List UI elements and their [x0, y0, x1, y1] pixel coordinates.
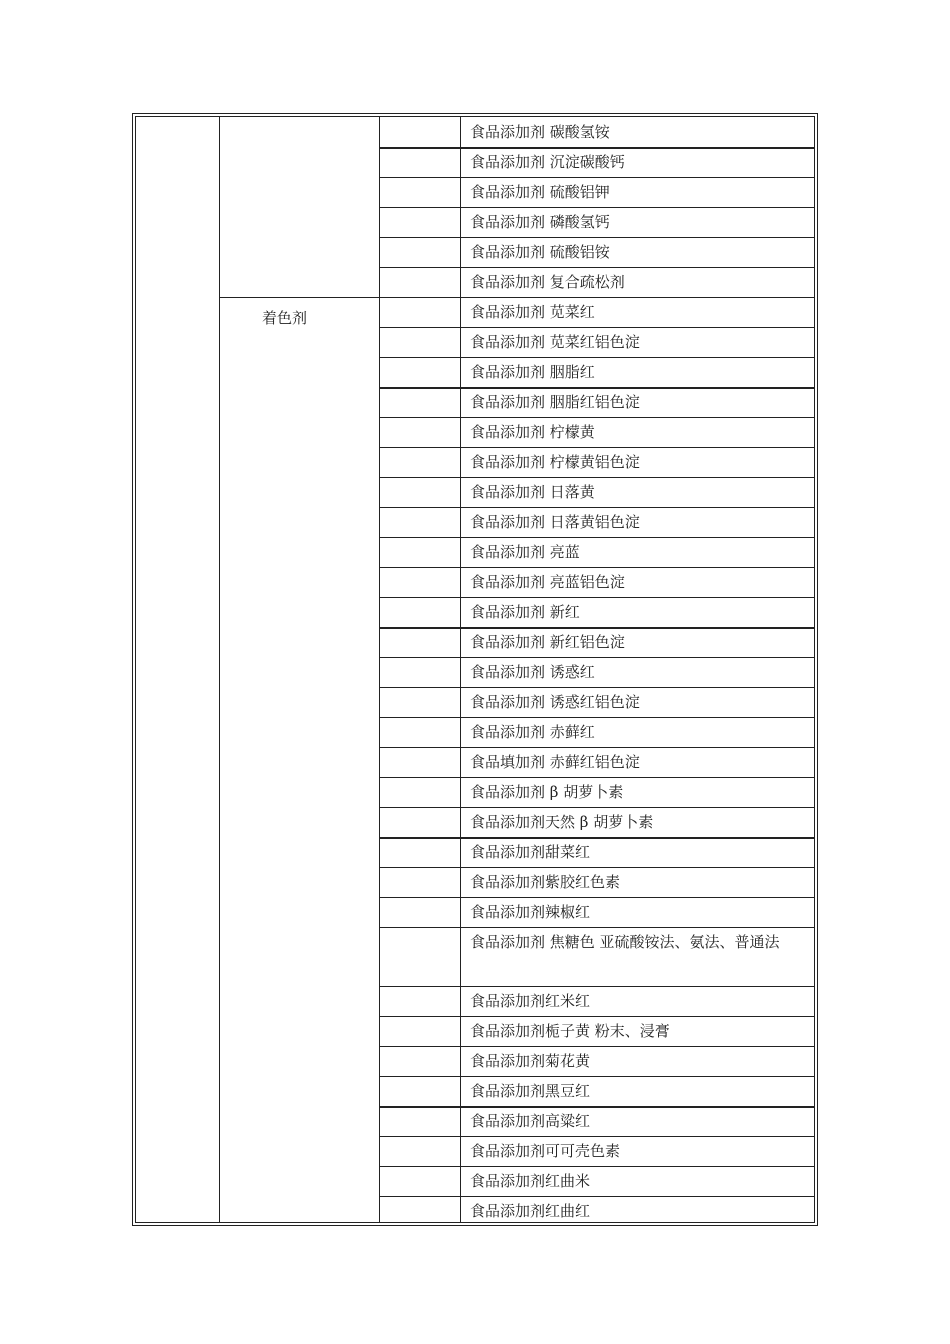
product-name-cell: 食品添加剂辣椒红 [470, 903, 591, 921]
col-divider-2 [379, 117, 380, 1222]
product-name-cell: 食品添加剂栀子黄 粉末、浸膏 [470, 1022, 670, 1040]
product-name-cell: 食品添加剂 诱惑红铝色淀 [470, 693, 640, 711]
row-divider [379, 717, 814, 718]
product-name-cell: 食品添加剂 诱惑红 [470, 663, 595, 681]
row-divider [379, 1076, 814, 1077]
product-name-cell: 食品添加剂 磷酸氢钙 [470, 213, 610, 231]
row-divider [379, 897, 814, 898]
product-name-cell: 食品添加剂菊花黄 [470, 1052, 591, 1070]
product-name-cell: 食品添加剂 亮蓝铝色淀 [470, 573, 625, 591]
product-name-cell: 食品添加剂 赤藓红 [470, 723, 595, 741]
product-name-cell: 食品添加剂 胭脂红铝色淀 [470, 393, 640, 411]
product-name-cell: 食品填加剂 赤藓红铝色淀 [470, 753, 640, 771]
product-name-cell: 食品添加剂 日落黄 [470, 483, 595, 501]
row-divider [379, 1166, 814, 1167]
product-name-cell: 食品添加剂 硫酸铝铵 [470, 243, 610, 261]
row-divider [379, 1106, 814, 1108]
product-name-cell: 食品添加剂 硫酸铝钾 [470, 183, 610, 201]
category-label: 着色剂 [262, 309, 308, 327]
product-name-cell: 食品添加剂 焦糖色 亚硫酸铵法、氨法、普通法 [470, 933, 780, 951]
product-name-cell: 食品添加剂红曲红 [470, 1202, 591, 1220]
product-name-cell: 食品添加剂 新红铝色淀 [470, 633, 625, 651]
product-name-cell: 食品添加剂甜菜红 [470, 843, 591, 861]
row-divider [379, 357, 814, 358]
product-name-cell: 食品添加剂 碳酸氢铵 [470, 123, 610, 141]
row-divider [379, 297, 814, 298]
product-name-cell: 食品添加剂 日落黄铝色淀 [470, 513, 640, 531]
product-name-cell: 食品添加剂红米红 [470, 992, 591, 1010]
product-name-cell: 食品添加剂 胭脂红 [470, 363, 595, 381]
row-divider [379, 537, 814, 538]
row-divider [379, 837, 814, 839]
row-divider [379, 1196, 814, 1197]
row-divider [379, 597, 814, 598]
product-name-cell: 食品添加剂 复合疏松剂 [470, 273, 625, 291]
category-divider [219, 297, 379, 298]
row-divider [379, 657, 814, 658]
col-divider-3 [460, 117, 461, 1222]
product-name-cell: 食品添加剂 柠檬黄 [470, 423, 595, 441]
product-name-cell: 食品添加剂 柠檬黄铝色淀 [470, 453, 640, 471]
product-name-cell: 食品添加剂黑豆红 [470, 1082, 591, 1100]
product-name-cell: 食品添加剂可可壳色素 [470, 1142, 621, 1160]
table-grid [135, 116, 815, 1223]
additive-table [132, 113, 818, 1226]
product-name-cell: 食品添加剂天然 β 胡萝卜素 [470, 813, 654, 831]
product-name-cell: 食品添加剂 沉淀碳酸钙 [470, 153, 625, 171]
product-name-cell: 食品添加剂 β 胡萝卜素 [470, 783, 624, 801]
product-name-cell: 食品添加剂紫胶红色素 [470, 873, 621, 891]
row-divider [379, 477, 814, 478]
row-divider [379, 417, 814, 418]
product-name-cell: 食品添加剂 亮蓝 [470, 543, 580, 561]
product-name-cell: 食品添加剂红曲米 [470, 1172, 591, 1190]
col-divider-1 [219, 117, 220, 1222]
row-divider [379, 986, 814, 987]
product-name-cell: 食品添加剂 苋菜红 [470, 303, 595, 321]
product-name-cell: 食品添加剂高粱红 [470, 1112, 591, 1130]
product-name-cell: 食品添加剂 新红 [470, 603, 580, 621]
product-name-cell: 食品添加剂 苋菜红铝色淀 [470, 333, 640, 351]
row-divider [379, 1046, 814, 1047]
